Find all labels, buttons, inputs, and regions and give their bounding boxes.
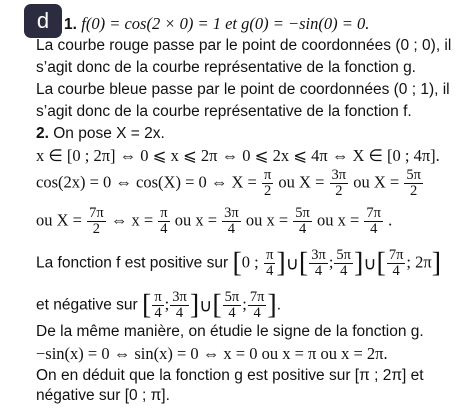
line-10 [36, 248, 441, 279]
fraction: $\frac{\pi}{2}$ [263, 167, 272, 199]
line-11-end: . [276, 296, 282, 314]
line-1 [64, 14, 369, 35]
bracket: ] [189, 289, 200, 321]
fraction: $\frac{5\pi}{4}$ [224, 289, 240, 321]
line-11-part-a: et négative sur [36, 296, 138, 314]
line-8-part-c: ou X = [353, 172, 400, 192]
section-badge: d [24, 4, 62, 38]
line-9-part-c: ou x = [174, 210, 218, 230]
line-10-part-a: La fonction f est positive sur [36, 254, 229, 272]
separator: ; [242, 294, 247, 314]
line-1-text: f(0) = cos(2 × 0) = 1 et g(0) = −sin(0) = 0. [81, 14, 370, 33]
line-9 [36, 206, 392, 237]
fraction: $\frac{7\pi}{4}$ [388, 247, 404, 279]
fraction: $\frac{3\pi}{4}$ [311, 247, 326, 279]
line-6 [36, 124, 165, 144]
line-12: De la même manière, on étudie le signe de la fonction g. [36, 323, 424, 340]
bracket: ] [353, 247, 364, 279]
fraction: $\frac{\pi}{4}$ [154, 289, 162, 321]
line-13: −sin(x) = 0 ⇔ sin(x) = 0 ⇔ x = 0 ou x = π ou x = 2π. [36, 344, 388, 363]
separator: ; [164, 294, 170, 314]
line-8-part-a: cos(2x) = 0 ⇔ cos(X) = 0 ⇔ X = [36, 172, 257, 192]
bracket: ] [267, 289, 277, 321]
bracket: [ [142, 289, 152, 321]
line-4: La courbe bleue passe par le point de coordonnées (0 ; 1), il [36, 81, 450, 98]
fraction: $\frac{\pi}{4}$ [266, 247, 274, 279]
line-8 [36, 168, 424, 199]
fraction: $\frac{3\pi}{4}$ [224, 205, 239, 237]
bracket: [ [376, 247, 386, 279]
union-symbol: ∪ [363, 253, 377, 274]
bracket: [ [232, 247, 242, 279]
fraction: $\frac{5\pi}{4}$ [295, 205, 310, 237]
line-5: s’agit donc de la courbe représentative de la fonction f. [36, 103, 412, 120]
union-symbol: ∪ [199, 295, 213, 316]
line-9-part-d: ou x = [245, 210, 289, 230]
line-7: x ∈ [0 ; 2π] ⇔ 0 ⩽ x ⩽ 2π ⇔ 0 ⩽ 2x ⩽ 4π ⇔ X ∈ [0 ; 4π]. [36, 146, 440, 165]
fraction: $\frac{7\pi}{4}$ [249, 289, 265, 321]
fraction: $\frac{5\pi}{4}$ [336, 247, 351, 279]
fraction: $\frac{5\pi}{2}$ [406, 167, 421, 199]
question-number-1: 1. [64, 16, 77, 33]
line-9-part-a: ou X = [36, 210, 82, 230]
fraction: $\frac{\pi}{4}$ [160, 205, 168, 237]
line-3: s’agit donc de la courbe représentative de la fonction g. [36, 59, 416, 76]
line-9-part-b: ⇔ x = [110, 210, 154, 230]
bracket: [ [298, 247, 309, 279]
bracket: ] [431, 247, 442, 279]
union-symbol: ∪ [285, 253, 299, 274]
line-11 [36, 290, 281, 321]
bracket: [ [212, 289, 222, 321]
fraction: $\frac{3\pi}{4}$ [172, 289, 187, 321]
fraction: $\frac{7\pi}{2}$ [89, 205, 104, 237]
separator: ; [328, 252, 334, 272]
line-2: La courbe rouge passe par le point de coordonnées (0 ; 0), il [36, 37, 452, 54]
line-9-part-e: ou x = [316, 210, 360, 230]
bracket: ] [276, 247, 286, 279]
fraction: $\frac{7\pi}{4}$ [366, 205, 381, 237]
fraction: $\frac{3\pi}{2}$ [331, 167, 347, 199]
line-14: On en déduit que la fonction g est positive sur [π ; 2π] et [36, 367, 424, 384]
line-6-text: On pose X = 2x. [53, 125, 165, 142]
question-number-2: 2. [36, 125, 49, 142]
line-15: négative sur [0 ; π]. [36, 387, 170, 404]
interval-start: 0 ; [241, 252, 259, 272]
interval-end: ; 2π [406, 252, 432, 272]
line-9-end: . [388, 210, 393, 230]
line-8-part-b: ou X = [278, 172, 325, 192]
